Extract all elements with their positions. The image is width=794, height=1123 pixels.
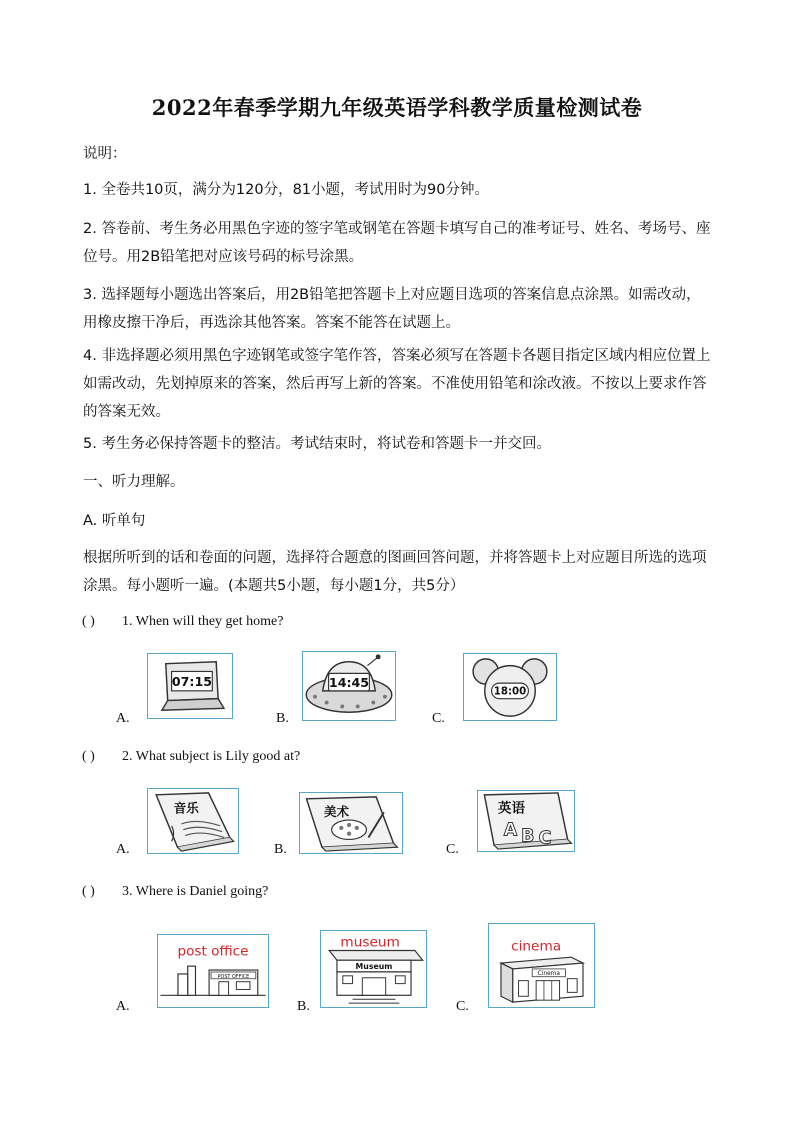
answer-bracket[interactable]: ( ) (82, 614, 95, 629)
part-heading: A. 听单句 (83, 513, 146, 529)
instructions-heading: 说明： (83, 146, 127, 162)
english-book-icon[interactable] (477, 790, 575, 852)
clock-time: 07:15 (171, 674, 212, 689)
picture-caption: museum (340, 934, 400, 951)
option-letter[interactable]: A. (116, 999, 130, 1014)
page-title: 2022年春季学期九年级英语学科教学质量检测试卷 (151, 95, 643, 120)
clock-time: 14:45 (328, 674, 370, 690)
svg-text:B: B (521, 826, 535, 847)
option-letter[interactable]: B. (297, 999, 310, 1014)
book-cover-text: 美术 (323, 804, 350, 820)
option-letter[interactable]: B. (274, 842, 287, 857)
instruction-item: 3. 选择题每小题选出答案后，用2B铅笔把答题卡上对应题目选项的答案信息点涂黑。如需改动，用橡皮擦干净后，再选涂其他答案。答案不能答在试题上。 (83, 287, 701, 331)
post-office-building-icon[interactable] (157, 934, 269, 1008)
option-letter[interactable]: C. (446, 842, 459, 857)
instruction-item: 4. 非选择题必须用黑色字迹钢笔或签字笔作答，答案必须写在答题卡各题目指定区域内相应位置上如需改动，先划掉原来的答案，然后再写上新的答案。不准使用铅笔和涂改液。不按以上要求作答的答案无效。 (83, 348, 711, 420)
picture-caption: cinema (511, 938, 562, 955)
question-text: 2. What subject is Lily good at? (122, 749, 301, 764)
book-cover-text: 英语 (497, 800, 525, 817)
clock-time: 18:00 (493, 686, 527, 698)
answer-bracket[interactable]: ( ) (82, 884, 95, 899)
question-1 (82, 614, 283, 630)
book-cover-text: 音乐 (173, 800, 199, 816)
ufo-clock-icon[interactable] (302, 651, 396, 721)
part-directions: 根据所听到的话和卷面的问题，选择符合题意的图画回答问题，并将答题卡上对应题目所选的选项涂黑。每小题听一遍。(本题共5小题，每小题1分，共5分） (83, 550, 707, 594)
museum-building-icon[interactable] (320, 930, 427, 1008)
cinema-building-icon[interactable] (488, 923, 595, 1008)
option-letter[interactable]: B. (276, 711, 289, 726)
option-letter[interactable]: A. (116, 711, 130, 726)
option-letter[interactable]: C. (456, 999, 469, 1014)
mouse-clock-icon[interactable] (463, 653, 557, 721)
question-text: 1. When will they get home? (122, 614, 284, 629)
question-text: 3. Where is Daniel going? (122, 884, 269, 899)
question-2 (82, 749, 300, 765)
option-letter[interactable]: C. (432, 711, 445, 726)
svg-text:A: A (503, 820, 518, 841)
instruction-item: 2. 答卷前、考生务必用黑色字迹的签字笔或钢笔在答题卡填写自己的准考证号、姓名、考场号、座位号。用2B铅笔把对应该号码的标号涂黑。 (83, 221, 711, 265)
answer-bracket[interactable]: ( ) (82, 749, 95, 764)
section-heading: 一、听力理解。 (83, 474, 185, 490)
building-sign: Cinema (537, 970, 560, 977)
instruction-item: 1. 全卷共10页，满分为120分，81小题，考试用时为90分钟。 (83, 182, 489, 198)
instruction-item: 5. 考生务必保持答题卡的整洁。考试结束时，将试卷和答题卡一并交回。 (83, 436, 551, 452)
picture-caption: post office (177, 943, 249, 960)
option-letter[interactable]: A. (116, 842, 130, 857)
music-book-icon[interactable] (147, 788, 239, 854)
svg-text:C: C (538, 828, 552, 849)
building-sign: POST OFFICE (217, 973, 250, 980)
question-3 (82, 884, 268, 900)
desk-clock-icon[interactable] (147, 653, 233, 719)
art-book-icon[interactable] (299, 792, 403, 854)
building-sign: Museum (355, 962, 393, 971)
